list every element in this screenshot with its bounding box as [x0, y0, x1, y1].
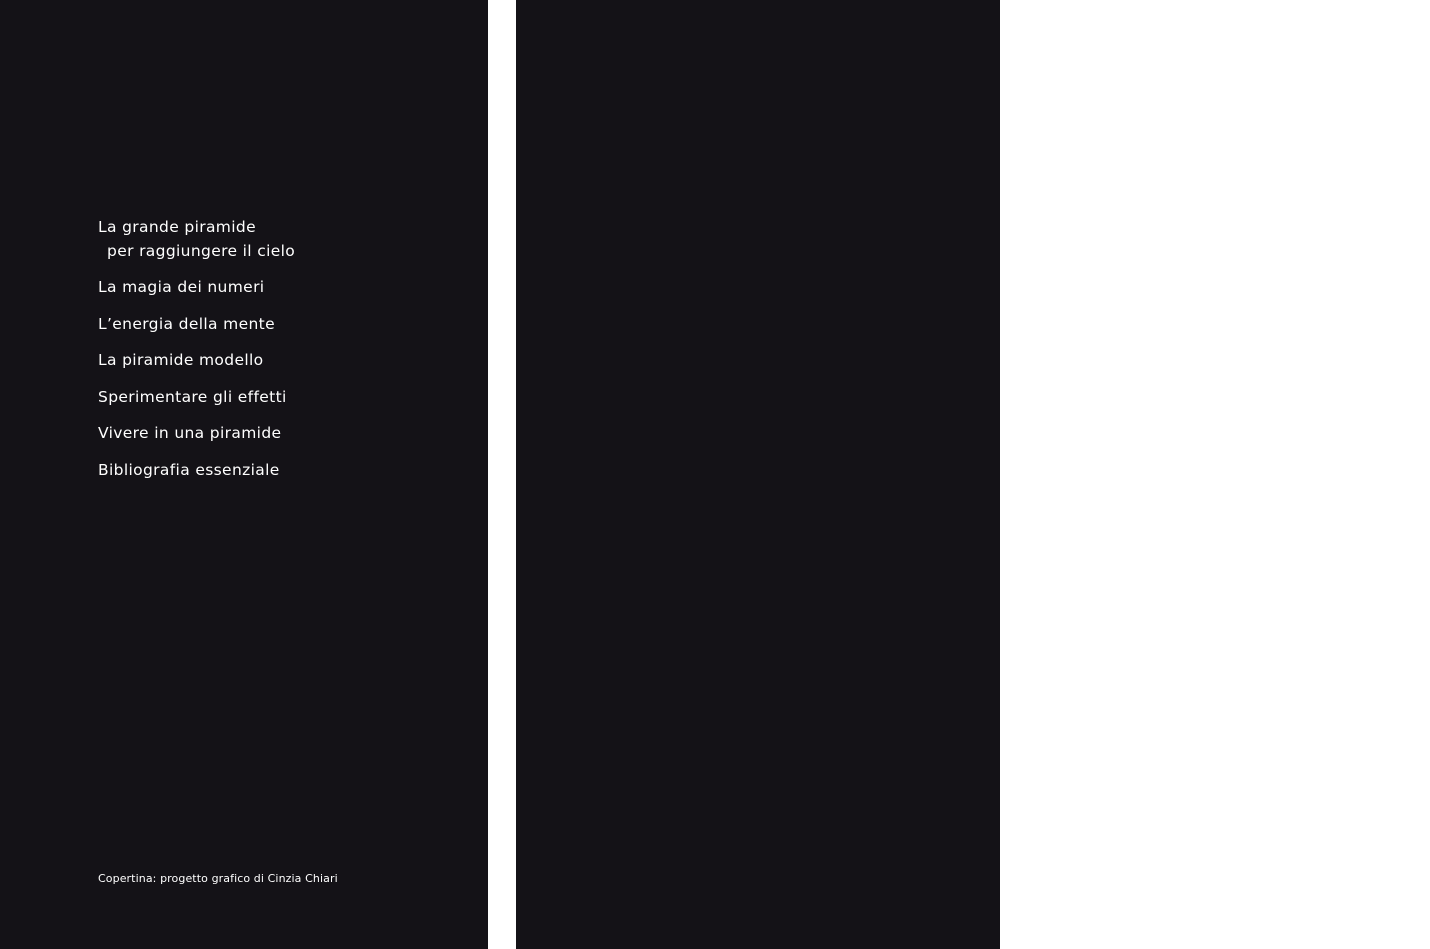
toc-item	[98, 276, 295, 300]
left-flap-page	[0, 0, 488, 949]
toc-item	[98, 313, 295, 337]
toc-item-title: L’energia della mente	[98, 314, 275, 333]
toc-item	[98, 216, 295, 263]
page-gutter	[488, 0, 516, 949]
blurb-paragraph: All’interno del volume sono presentate le diverse teorie formulate in relazione ai poteri segreti delle piramidi; teorie che possono essere considerate, di volta in volta, credibili o fantastiche, ma la cui esistenza testimonia in modo innegabile un fenomeno unico: l’immenso interesse che circonda le piramidi.	[1120, 454, 1430, 601]
book-blurb	[1120, 172, 1430, 613]
toc-item-title: La grande piramide	[98, 218, 256, 236]
toc-item	[98, 422, 295, 446]
table-of-contents	[98, 216, 295, 495]
cover-credit: Copertina: progetto grafico di Cinzia Chiari	[98, 872, 338, 885]
toc-item	[98, 386, 295, 410]
blurb-paragraph: Nelle pagine di questo libro si ripercorre la storia delle diverse costruzioni piramidali erette nel mondo.	[1120, 175, 1430, 234]
toc-item-title: La piramide modello	[98, 351, 264, 369]
toc-item-title: Vivere in una piramide	[98, 424, 282, 442]
toc-item-title-continuation: per raggiungere il cielo	[107, 241, 296, 260]
right-flap-page	[516, 0, 1430, 949]
toc-item-title: Bibliografia essenziale	[98, 460, 280, 479]
toc-item-title: Sperimentare gli effetti	[98, 387, 287, 406]
toc-item	[98, 349, 295, 373]
toc-item	[98, 459, 295, 483]
toc-item-title: La magia dei numeri	[98, 278, 265, 296]
blurb-paragraph: Poderose costruzioni destinate a oltrepassare indenni molti secoli, non furono infatti edificate esclusivamente in Egitto, ma anche in Asia o nelle Americhe. Per un destino analogo a quello delle costruzioni egiziane, anche le splendide piramidi precolombiane, nate come templi e situate nell’America Centro Meridionale, nascondono misteri che meritano di essere esplorati.	[1120, 249, 1430, 439]
